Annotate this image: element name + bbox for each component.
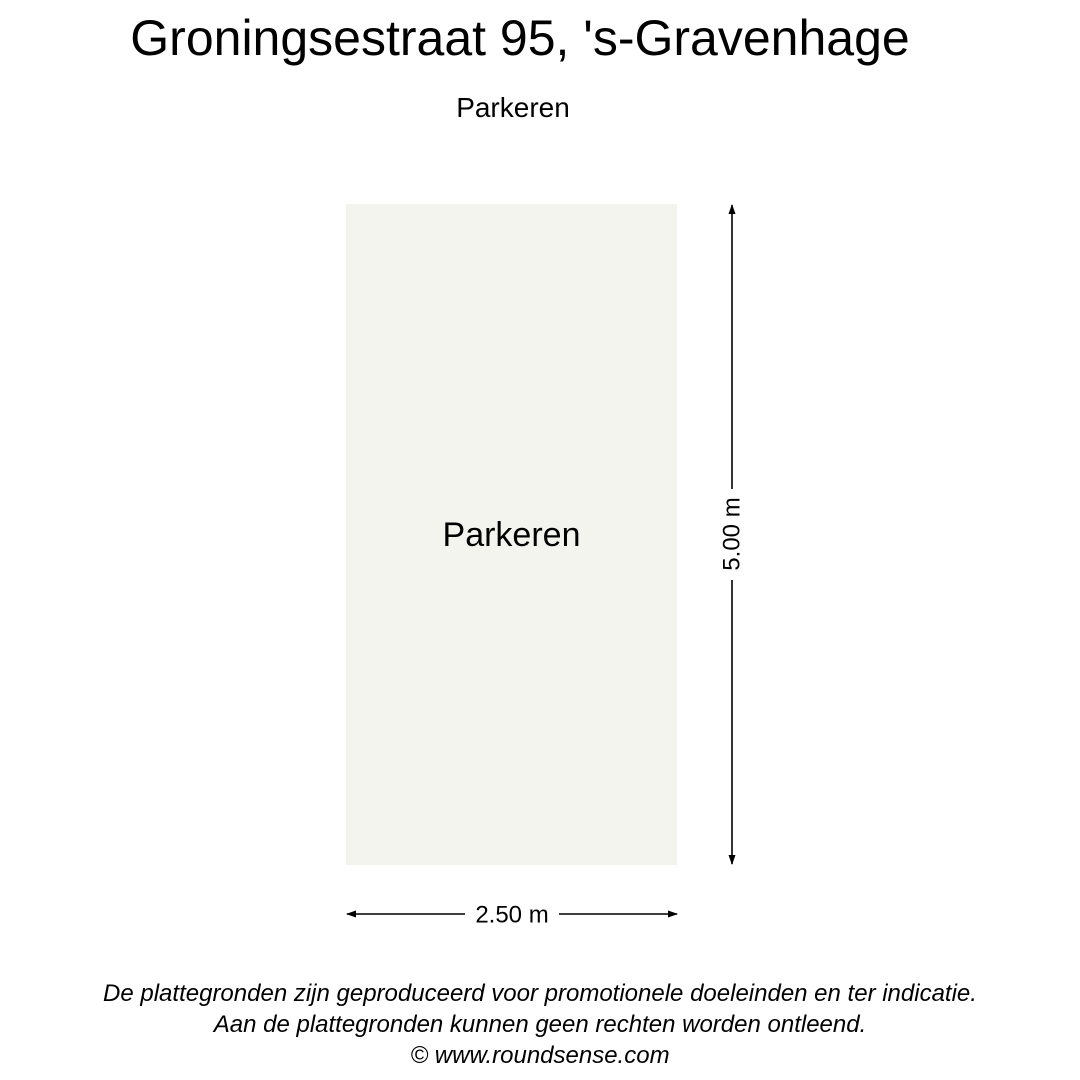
width-dimension [347,902,677,929]
height-dimension [719,205,746,864]
disclaimer [0,978,1080,1071]
width-dimension-label: 2.50 m [475,901,549,929]
plan-title: Groningsestraat 95, 's-Gravenhage [130,10,910,66]
floor-name: Parkeren [456,92,570,123]
copyright-credit: © www.roundsense.com [410,1042,670,1069]
room-label: Parkeren [442,516,581,554]
height-dimension-label: 5.00 m [718,497,746,571]
disclaimer-line-2: Aan de plattegronden kunnen geen rechten worden ontleend. [213,1011,867,1038]
disclaimer-line-1: De plattegronden zijn geproduceerd voor promotionele doeleinden en ter indicatie. [103,980,977,1007]
